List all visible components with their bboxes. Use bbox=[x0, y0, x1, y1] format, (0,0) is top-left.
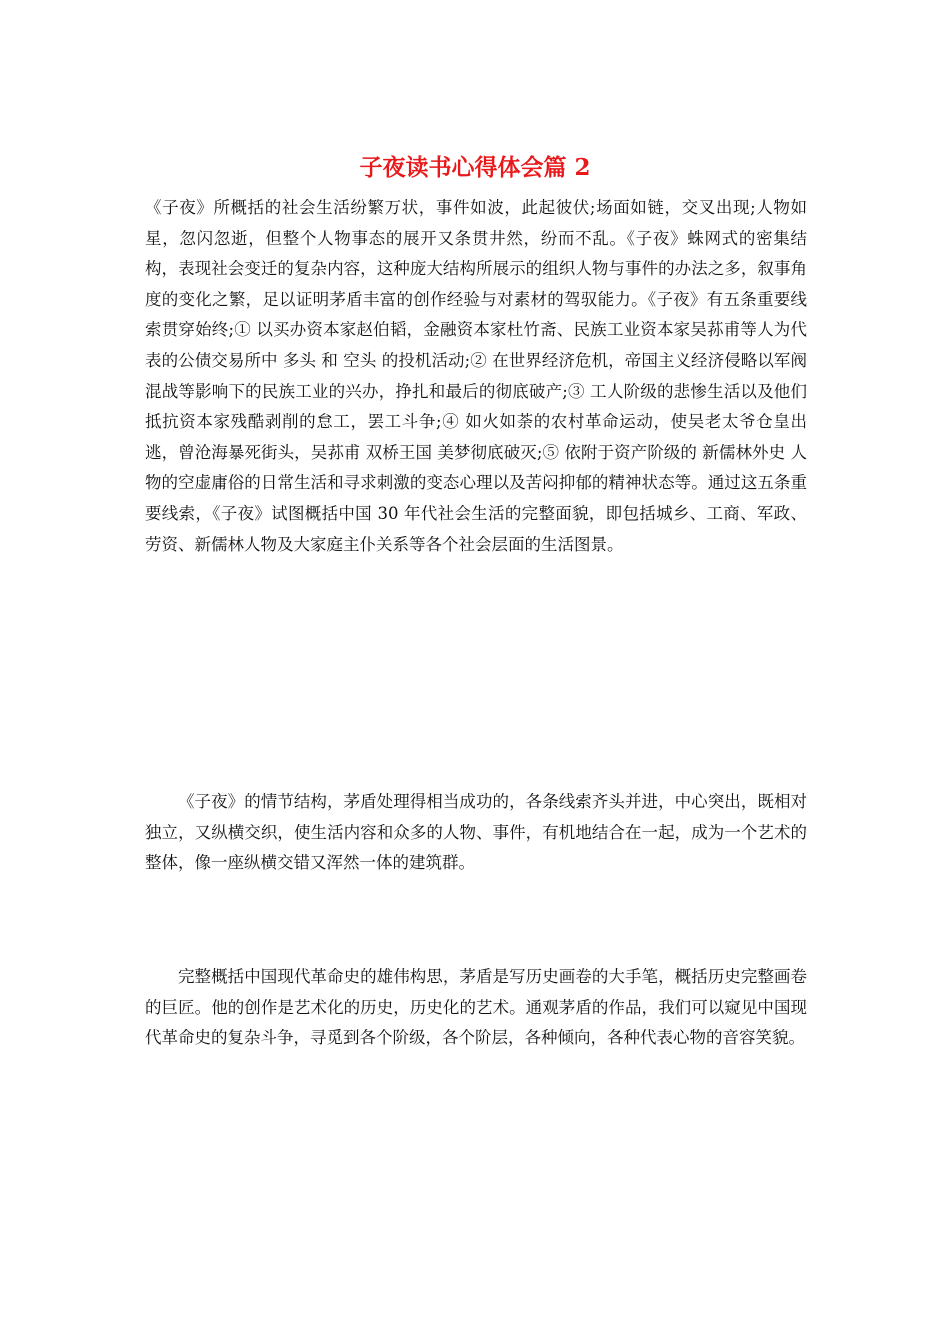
paragraph-structure-overview: 《子夜》所概括的社会生活纷繁万状，事件如波，此起彼伏;场面如链，交叉出现;人物如星，忽闪忽逝，但整个人物事态的展开又条贯井然，纷而不乱。《子夜》蛛网式的密集结构，表现社会变迁的复杂内容，这种庞大结构所展示的组织人物与事件的办法之多，叙事角度的变化之繁，足以证明茅盾丰富的创作经验与对素材的驾驭能力。《子夜》有五条重要线索贯穿始终;① 以买办资本家赵伯韬，金融资本家杜竹斋、民族工业资本家吴荪甫等人为代表的公债交易所中 多头 和 空头 的投机活动;② 在世界经济危机，帝国主义经济侵略以军阀混战等影响下的民族工业的兴办，挣扎和最后的彻底破产;③ 工人阶级的悲惨生活以及他们抵抗资本家残酷剥削的怠工，罢工斗争;④ 如火如荼的农村革命运动，使吴老太爷仓皇出逃，曾沧海暴死街头，吴荪甫 双桥王国 美梦彻底破灭;⑤ 依附于资产阶级的 新儒林外史 人物的空虚庸俗的日常生活和寻求刺激的变态心理以及苦闷抑郁的精神状态等。通过这五条重要线索，《子夜》试图概括中国 30 年代社会生活的完整面貌，即包括城乡、工商、军政、劳资、新儒林人物及大家庭主仆关系等各个社会层面的生活图景。 bbox=[145, 198, 807, 554]
paragraph-historical-scope: 完整概括中国现代革命史的雄伟构思，茅盾是写历史画卷的大手笔，概括历史完整画卷的巨匠。他的创作是艺术化的历史，历史化的艺术。通观茅盾的作品，我们可以窥见中国现代革命史的复杂斗争，寻觅到各个阶级，各个阶层，各种倾向，各种代表心物的音容笑貌。 bbox=[145, 967, 807, 1048]
paragraph-plot-structure: 《子夜》的情节结构，茅盾处理得相当成功的，各条线索齐头并进，中心突出，既相对独立，又纵横交织，使生活内容和众多的人物、事件，有机地结合在一起，成为一个艺术的整体，像一座纵横交错又浑然一体的建筑群。 bbox=[145, 792, 807, 873]
document-title: 子夜读书心得体会篇 2 bbox=[359, 154, 591, 181]
